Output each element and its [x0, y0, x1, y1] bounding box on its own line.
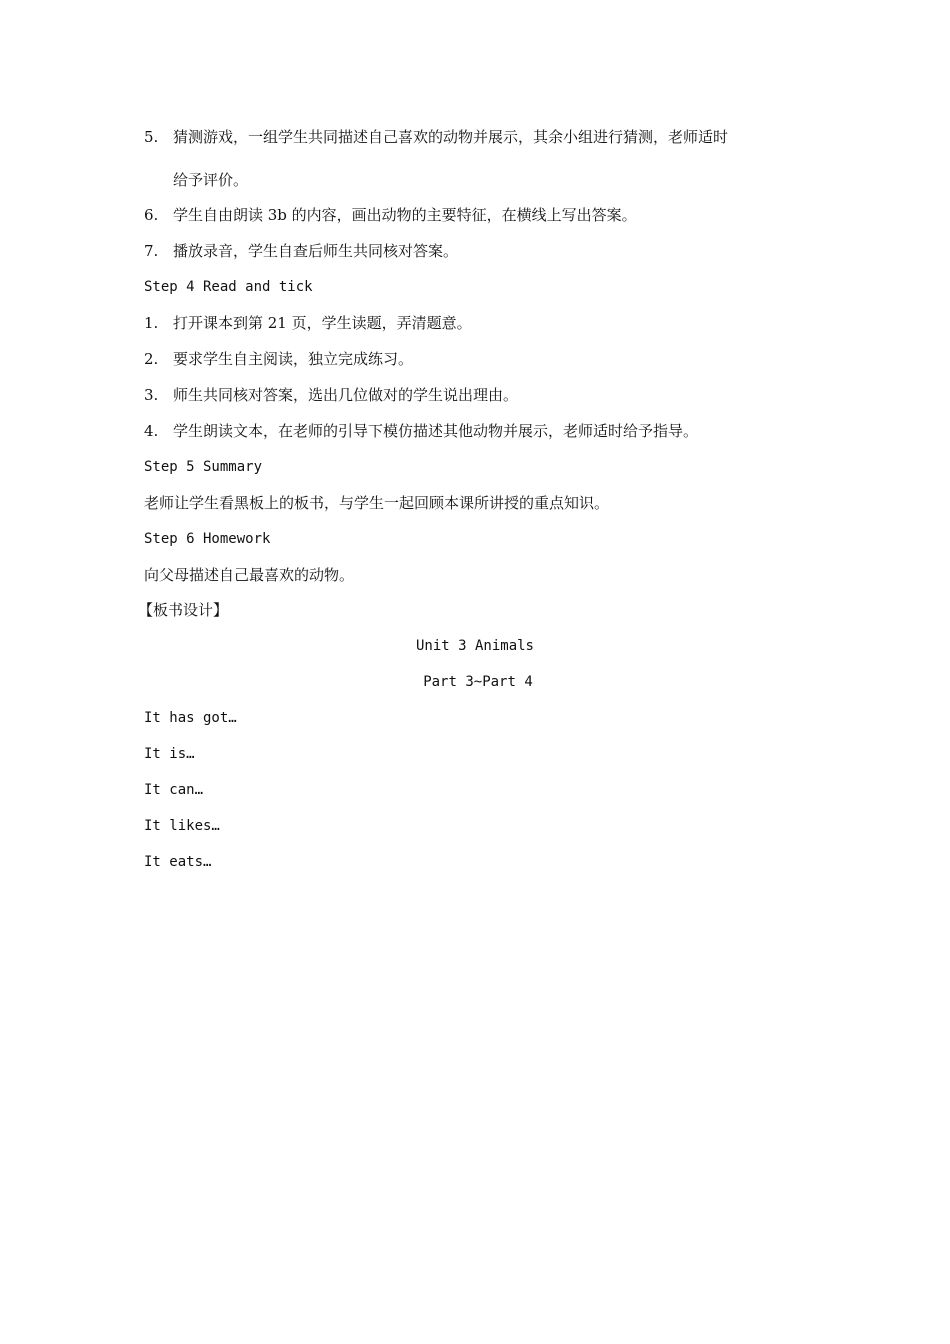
item-number: 1. [144, 314, 159, 332]
board-line: It can… [144, 782, 204, 798]
step6-text: 向父母描述自己最喜欢的动物。 [144, 566, 355, 584]
board-line: It eats… [144, 854, 212, 870]
list-item [144, 241, 458, 261]
item-number: 5. [144, 128, 159, 146]
item-text: 播放录音，学生自查后师生共同核对答案。 [173, 242, 459, 260]
board-line: It has got… [144, 710, 237, 726]
list-item [144, 313, 472, 333]
item-number: 6. [144, 206, 159, 224]
item-number: 4. [144, 422, 159, 440]
list-item [144, 127, 728, 147]
item-text: 师生共同核对答案，选出几位做对的学生说出理由。 [173, 386, 519, 404]
item-text: 要求学生自主阅读，独立完成练习。 [173, 350, 414, 368]
step5-text: 老师让学生看黑板上的板书，与学生一起回顾本课所讲授的重点知识。 [144, 494, 610, 512]
item-text: 学生自由朗读 3b 的内容，画出动物的主要特征，在横线上写出答案。 [173, 206, 637, 224]
item-continuation: 给予评价。 [173, 171, 249, 189]
item-number: 2. [144, 350, 159, 368]
item-text: 猜测游戏，一组学生共同描述自己喜欢的动物并展示，其余小组进行猜测，老师适时 [173, 128, 729, 146]
list-item [144, 205, 637, 225]
list-item [144, 385, 518, 405]
step5-heading: Step 5 Summary [144, 459, 263, 475]
board-heading: 【板书设计】 [138, 601, 229, 619]
board-line: It likes… [144, 818, 220, 834]
item-text: 打开课本到第 21 页，学生读题，弄清题意。 [173, 314, 472, 332]
list-item [144, 349, 413, 369]
item-number: 3. [144, 386, 159, 404]
list-item [144, 421, 698, 441]
step6-heading: Step 6 Homework [144, 531, 271, 547]
step4-heading: Step 4 Read and tick [144, 279, 313, 295]
board-subtitle: Part 3~Part 4 [423, 674, 533, 690]
board-line: It is… [144, 746, 195, 762]
item-text: 学生朗读文本，在老师的引导下模仿描述其他动物并展示，老师适时给予指导。 [173, 422, 699, 440]
item-number: 7. [144, 242, 159, 260]
board-title: Unit 3 Animals [415, 638, 534, 654]
